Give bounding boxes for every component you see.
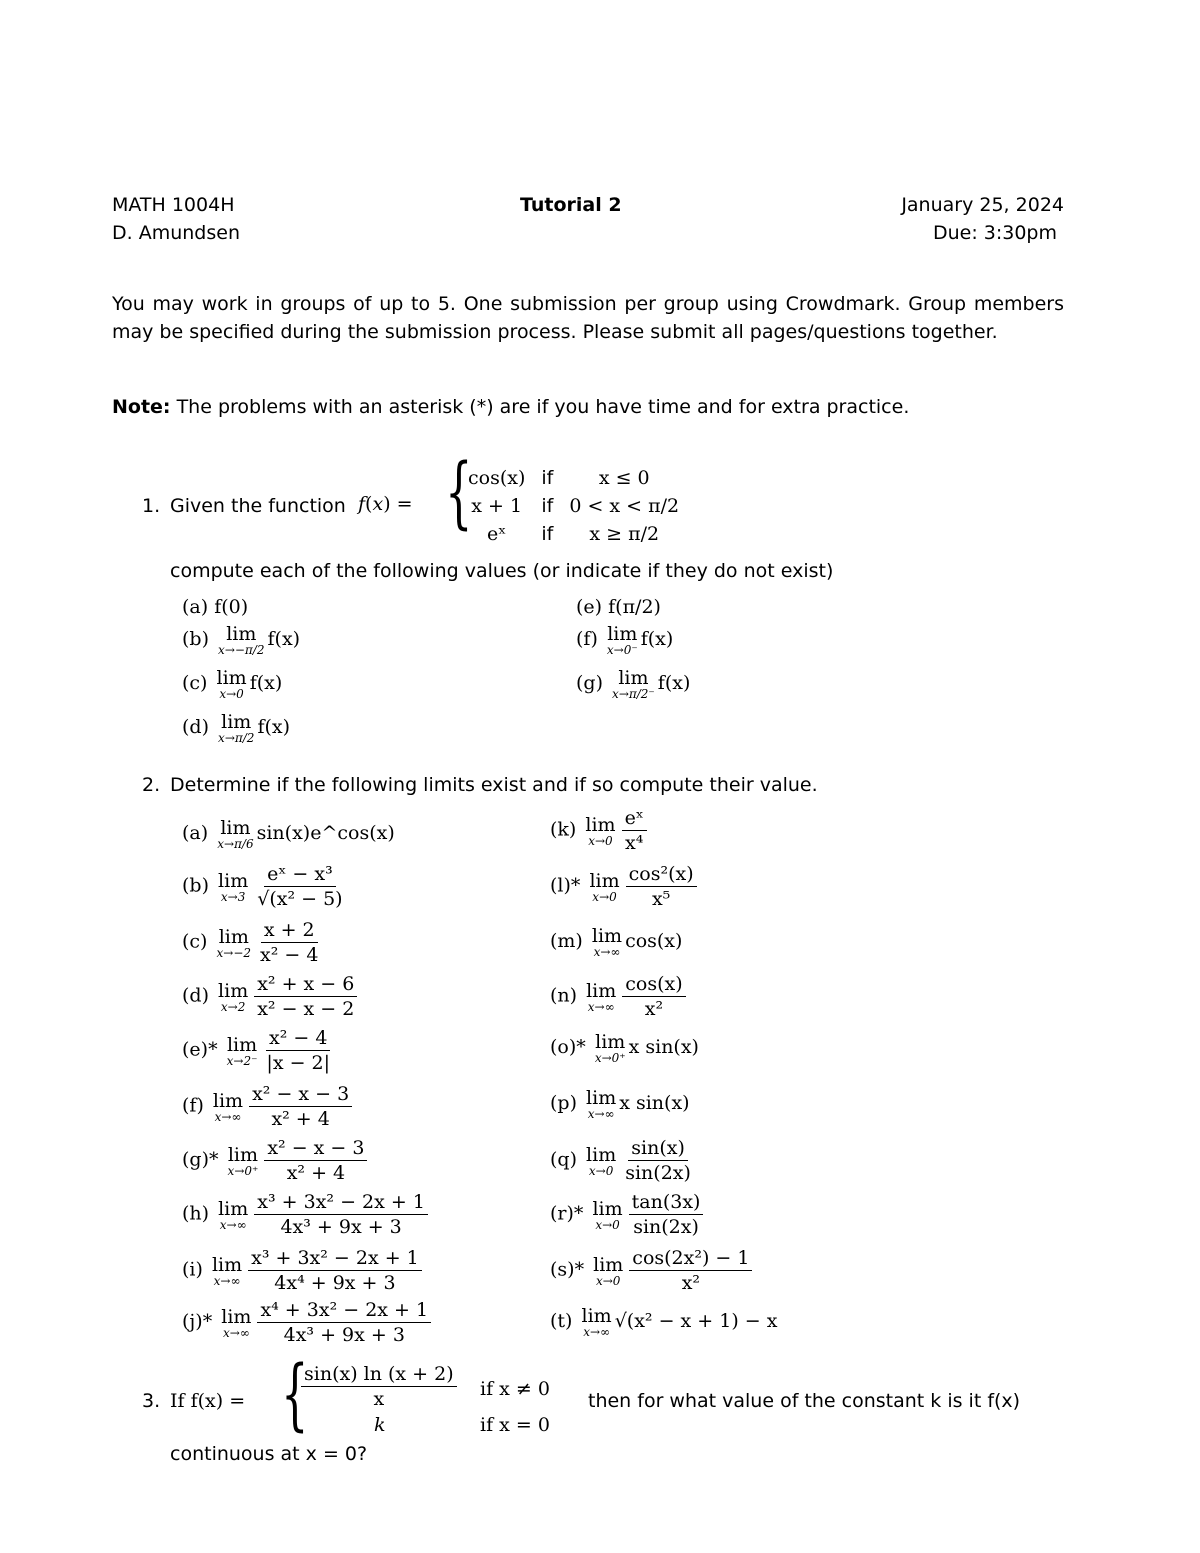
course-code: MATH 1004H [112,194,235,216]
note-label: Note: [112,396,171,418]
q1-number: 1. [142,495,161,517]
q2-number: 2. [142,774,161,796]
q1-fx-label: f(x) = [358,493,413,515]
document-page [112,190,1064,1465]
q2-part: (s)* lim x→0 $\frac{\text{cos(2x²) − 1}}{\text{x²}}$ [550,1246,755,1295]
q2-part: (n) lim x→∞ $\frac{\cos(x)}{\text{x²}}$ [550,972,689,1021]
instructor-name: D. Amundsen [112,222,240,244]
q1-part: (c) lim x→0 f(x) [182,667,283,701]
q3-case1-cond: if x ≠ 0 [480,1378,550,1400]
q3-case2: k [374,1414,386,1436]
q1-brace: { [445,448,473,538]
q1-case-row: eˣ if x ≥ π/2 [487,523,660,545]
q1-lead: Given the function [170,495,346,517]
q3-number: 3. [142,1390,161,1412]
q1-part: (f) lim x→0⁻ f(x) [576,623,674,657]
q1-case-row: x + 1 if 0 < x < π/2 [471,495,680,517]
q1-instruction: compute each of the following values (or indicate if they do not exist) [170,560,834,582]
q2-part: (k) lim x→0 $\frac{\text{eˣ}}{\text{x⁴}}$ [550,806,650,855]
q2-part: (l)* lim x→0 $\frac{\text{cos²(x)}}{\text{x⁵}}$ [550,862,700,911]
note-line [112,396,909,418]
q2-part: (b) lim x→3 $\frac{\text{eˣ − x³}}{\text{√(x² − 5)}}$ [182,863,343,910]
q2-part: (g)* lim x→0⁺ $\frac{\text{x² − x − 3}}{\text{x² + 4}}$ [182,1136,370,1185]
q1-cases [460,464,687,548]
q3-tail: then for what value of the constant k is it f(x) [588,1390,1021,1412]
q2-part: (e)* lim x→2⁻ $\frac{\text{x² − 4}}{|x - 2|}$ [182,1027,331,1074]
q1-part: (e) f(π/2) [576,596,661,618]
q1-part: (b) lim x→−π/2 f(x) [182,623,301,657]
q2-part: (p) lim x→∞ x sin(x) [550,1087,690,1121]
q3-case1: $\frac{\sin(x) \ln (x + 2)}{x}$ [298,1362,460,1411]
q2-part: (o)* lim x→0⁺ x sin(x) [550,1031,699,1065]
header [112,190,1064,252]
q2-part: (q) lim x→0 $\frac{\sin(x)}{\sin(2x)}$ [550,1137,691,1184]
q2-part: (f) lim x→∞ $\frac{\text{x² − x − 3}}{\text{x² + 4}}$ [182,1082,355,1131]
due-time: Due: 3:30pm [932,222,1057,244]
q2-part: (h) lim x→∞ $\frac{\text{x³ + 3x² − 2x + 1}}{\text{4x³ + 9x + 3}}$ [182,1190,431,1239]
q2-part: (d) lim x→2 $\frac{\text{x² + x − 6}}{\text{x² − x − 2}}$ [182,972,360,1021]
note-text: The problems with an asterisk (*) are if you have time and for extra practice. [170,396,910,418]
q2-part: (t) lim x→∞ √(x² − x + 1) − x [550,1305,778,1339]
q1-part: (d) lim x→π/2 f(x) [182,711,291,745]
intro-paragraph: You may work in groups of up to 5. One submission per group using Crowdmark. Group members may be specified during the submission process. Please submit all pages/questions together. [112,293,1064,343]
q1-part: (g) lim x→π/2⁻ f(x) [576,667,691,701]
document-date: January 25, 2024 [901,194,1064,216]
q2-part: (j)* lim x→∞ $\frac{\text{x⁴ + 3x² − 2x + 1}}{\text{4x³ + 9x + 3}}$ [182,1298,434,1347]
q2-instruction: Determine if the following limits exist and if so compute their value. [170,774,818,796]
q2-part: (r)* lim x→0 $\frac{\tan(3x)}{\sin(2x)}$ [550,1190,706,1239]
q2-part: (i) lim x→∞ $\frac{\text{x³ + 3x² − 2x + 1}}{\text{4x⁴ + 9x + 3}}$ [182,1246,425,1295]
q3-lead: If f(x) = [170,1390,246,1412]
q2-part: (a) lim x→π/6 sin(x)e^cos(x) [182,817,395,851]
q3-line2: continuous at x = 0? [170,1443,368,1465]
q2-part: (c) lim x→−2 $\frac{x + 2}{\text{x² − 4}}$ [182,919,319,966]
q3-brace: { [281,1350,309,1440]
q3-case2-cond: if x = 0 [480,1414,550,1436]
q1-part: (a) f(0) [182,596,249,618]
q2-part: (m) lim x→∞ cos(x) [550,925,683,959]
document-title: Tutorial 2 [520,194,622,216]
q1-case-row: cos(x) if x ≤ 0 [468,467,650,489]
